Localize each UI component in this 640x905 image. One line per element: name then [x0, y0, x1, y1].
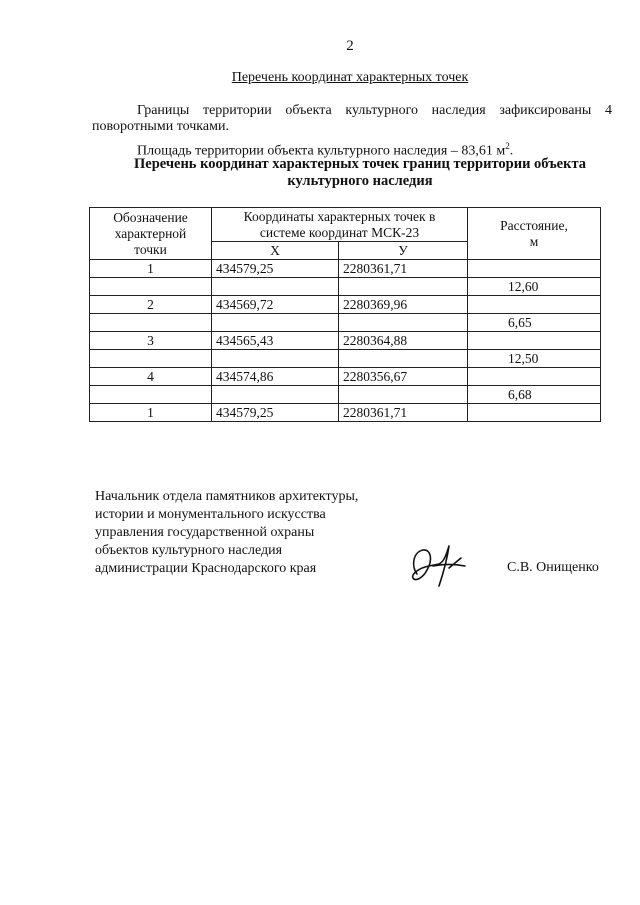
cell-distance: 12,50 [468, 350, 601, 368]
cell-x: 434579,25 [212, 404, 339, 422]
table-row-distance [90, 386, 601, 404]
cell-distance-empty [468, 296, 601, 314]
header-x: Х [212, 242, 339, 260]
signer-title-line: управления государственной охраны [95, 525, 315, 540]
cell-x: 434579,25 [212, 260, 339, 278]
table-title [100, 156, 620, 190]
cell-y: 2280361,71 [339, 404, 468, 422]
cell-distance-empty [468, 404, 601, 422]
header-point-line: точки [134, 241, 167, 257]
page-number: 2 [346, 38, 354, 54]
section-title: Перечень координат характерных точек [231, 70, 469, 85]
cell-distance-empty [468, 260, 601, 278]
signer-title-line: объектов культурного наследия [95, 543, 283, 558]
cell-y: 2280364,88 [339, 332, 468, 350]
signer-title [95, 488, 395, 578]
cell-y-empty [339, 278, 468, 296]
table-header-row [90, 208, 601, 242]
table-title-line: культурного наследия [287, 173, 433, 189]
boundary-paragraph: Границы территории объекта культурного наследия зафиксированы 4 поворотными точками. [92, 103, 612, 134]
header-point-line: характерной [114, 225, 187, 241]
handwritten-signature [403, 540, 483, 590]
cell-point-empty [90, 386, 212, 404]
header-distance-line: м [529, 233, 539, 249]
cell-point: 4 [90, 368, 212, 386]
table-row-point [90, 332, 601, 350]
header-coords-line: системе координат МСК-23 [259, 224, 420, 240]
cell-y: 2280369,96 [339, 296, 468, 314]
cell-point: 3 [90, 332, 212, 350]
table-row-distance [90, 314, 601, 332]
cell-distance-empty [468, 368, 601, 386]
cell-y: 2280361,71 [339, 260, 468, 278]
cell-x-empty [212, 314, 339, 332]
cell-x-empty [212, 278, 339, 296]
cell-distance: 12,60 [468, 278, 601, 296]
cell-point-empty [90, 314, 212, 332]
cell-point: 1 [90, 404, 212, 422]
header-coords-line: Координаты характерных точек в [243, 208, 436, 224]
header-distance-line: Расстояние, [500, 217, 568, 233]
cell-x-empty [212, 350, 339, 368]
cell-x: 434565,43 [212, 332, 339, 350]
cell-y-empty [339, 350, 468, 368]
header-point-line: Обозначение [113, 209, 188, 225]
table-row-distance [90, 278, 601, 296]
cell-point: 2 [90, 296, 212, 314]
cell-x: 434574,86 [212, 368, 339, 386]
cell-point: 1 [90, 260, 212, 278]
table-row-point [90, 296, 601, 314]
cell-distance-empty [468, 332, 601, 350]
cell-point-empty [90, 278, 212, 296]
cell-y: 2280356,67 [339, 368, 468, 386]
table-row-point [90, 368, 601, 386]
signer-title-line: Начальник отдела памятников архитектуры, [95, 489, 359, 504]
cell-y-empty [339, 386, 468, 404]
header-distance [468, 208, 601, 260]
header-point [90, 208, 212, 260]
cell-distance: 6,68 [468, 386, 601, 404]
signer-name: С.В. Онищенко [507, 560, 599, 575]
table-row-distance [90, 350, 601, 368]
table-row-point [90, 404, 601, 422]
cell-distance: 6,65 [468, 314, 601, 332]
header-coords [212, 208, 468, 242]
area-text: Площадь территории объекта культурного наследия – 83,61 м [137, 143, 506, 159]
table-row-point [90, 260, 601, 278]
signer-title-line: администрации Краснодарского края [95, 561, 317, 576]
table-title-line: Перечень координат характерных точек границ территории объекта [133, 156, 586, 172]
coordinates-table [89, 207, 601, 422]
header-y: У [339, 242, 468, 260]
area-unit-superscript: 2 [505, 141, 510, 151]
cell-x: 434569,72 [212, 296, 339, 314]
signer-title-line: истории и монументального искусства [95, 507, 326, 522]
cell-x-empty [212, 386, 339, 404]
cell-y-empty [339, 314, 468, 332]
area-text-end: . [509, 143, 514, 159]
cell-point-empty [90, 350, 212, 368]
